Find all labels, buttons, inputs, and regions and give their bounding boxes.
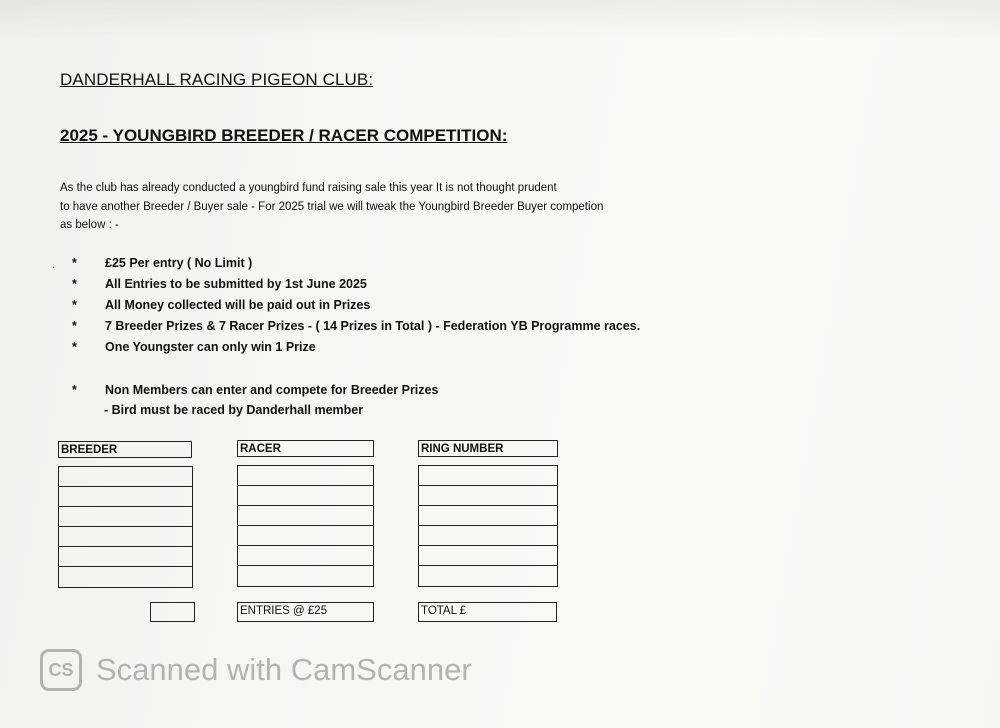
bullet-text: £25 Per entry ( No Limit ) [105, 256, 253, 270]
ring-number-entry-grid [418, 465, 558, 587]
watermark-text: Scanned with CamScanner [96, 652, 472, 687]
breeder-entry-cell[interactable] [59, 547, 192, 567]
total-amount-box: TOTAL £ [418, 602, 557, 622]
breeder-entry-cell[interactable] [59, 507, 192, 527]
camscanner-watermark [40, 648, 472, 692]
bullet-star: * [72, 256, 77, 270]
intro-paragraph [60, 179, 603, 235]
racer-entry-cell[interactable] [238, 506, 373, 526]
competition-title: 2025 - YOUNGBIRD BREEDER / RACER COMPETITION: [60, 126, 508, 145]
bullet-star: * [72, 277, 77, 291]
racer-entry-cell[interactable] [238, 546, 373, 566]
entries-count-box[interactable] [150, 602, 195, 622]
bullet-text: One Youngster can only win 1 Prize [105, 340, 316, 354]
entries-fee-box: ENTRIES @ £25 [237, 602, 374, 622]
bullet-text: 7 Breeder Prizes & 7 Racer Prizes - ( 14 Prizes in Total ) - Federation YB Programme races. [105, 319, 641, 333]
club-title: DANDERHALL RACING PIGEON CLUB: [60, 70, 374, 89]
bullet-text: All Money collected will be paid out in Prizes [105, 298, 371, 312]
racer-entry-cell[interactable] [238, 566, 373, 586]
bullet-star: * [72, 319, 77, 333]
sub-note: - Bird must be raced by Danderhall member [104, 403, 364, 417]
breeder-entry-cell[interactable] [59, 567, 192, 587]
bullet-text: All Entries to be submitted by 1st June 2025 [105, 277, 367, 291]
breeder-entry-cell[interactable] [59, 527, 192, 547]
stray-mark: . [52, 257, 56, 271]
breeder-entry-cell[interactable] [59, 467, 192, 487]
intro-line: As the club has already conducted a youngbird fund raising sale this year It is not thought prudent [60, 182, 557, 194]
racer-entry-cell[interactable] [238, 466, 373, 486]
bullet-star: * [72, 340, 77, 354]
racer-entry-grid [237, 465, 374, 587]
bullet-star: * [72, 298, 77, 312]
intro-line: as below : - [60, 219, 119, 231]
ring-number-entry-cell[interactable] [419, 486, 557, 506]
breeder-header: BREEDER [58, 441, 192, 458]
ring-number-entry-cell[interactable] [419, 526, 557, 546]
breeder-entry-grid [58, 466, 193, 588]
camscanner-logo-icon: CS [40, 649, 82, 691]
bullet-star: * [72, 383, 77, 397]
intro-line: to have another Breeder / Buyer sale - For 2025 trial we will tweak the Youngbird Breeder Buyer competion [60, 200, 604, 213]
racer-header: RACER [237, 440, 374, 457]
ring-number-entry-cell[interactable] [419, 566, 557, 586]
ring-number-header: RING NUMBER [418, 440, 558, 457]
ring-number-entry-cell[interactable] [419, 466, 557, 486]
ring-number-entry-cell[interactable] [419, 546, 557, 566]
breeder-entry-cell[interactable] [59, 487, 192, 507]
ring-number-entry-cell[interactable] [419, 506, 557, 526]
racer-entry-cell[interactable] [238, 526, 373, 546]
racer-entry-cell[interactable] [238, 486, 373, 506]
bullet-text: Non Members can enter and compete for Breeder Prizes [105, 383, 439, 397]
scan-shadow [0, 0, 1000, 40]
